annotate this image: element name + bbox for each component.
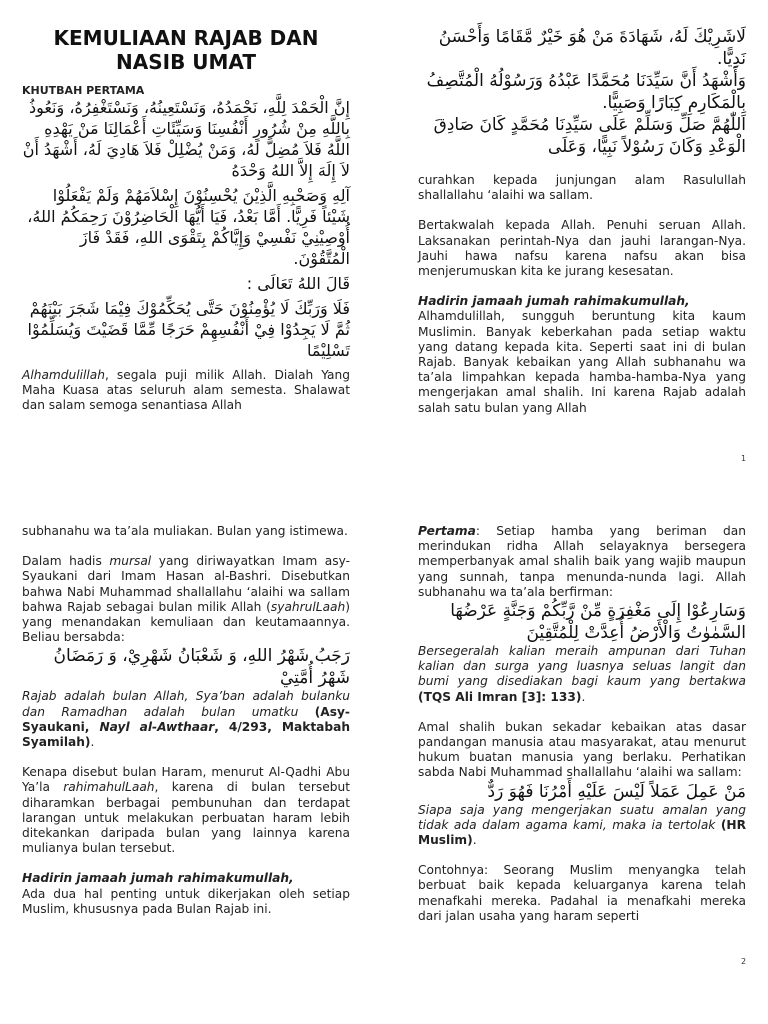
syahrullaah-italic: syahrulLaah — [270, 599, 346, 614]
hadis-mursal-paragraph — [22, 554, 350, 645]
hadis-text-a: Dalam hadis — [22, 554, 110, 569]
hr-muslim-reference-end: . — [472, 833, 477, 848]
arabic-shalawat: اَللّٰهُمَّ صَلِّ وَسَلِّمْ عَلَى سَيِّدِنَا مُحَمَّدٍ كَانَ صَادِقَ الْوَعْدِ وَكَانَ رَسُوْلاً نَبِيًّا، وَعَلَى — [433, 115, 746, 157]
bulan-haram-paragraph — [22, 765, 350, 856]
opening-paragraph-text: , segala puji milik Allah. Dialah Yang Maha Kuasa atas seluruh alam semesta. Shalawat dan salam semoga senantiasa Allah — [22, 368, 350, 413]
arabic-hadith-radd: مَنْ عَمِلَ عَمَلاً لَيْسَ عَلَيْهِ أَمْرُنَا فَهُوَ رَدٌّ — [487, 781, 746, 802]
arabic-opening-prayer: إِنَّ الْحَمْدَ لِلَّهِ، نَحْمَدُهُ، وَنَسْتَعِينُهُ، وَنَسْتَغْفِرُهُ، وَنَعُوذُ بِاللَّهِ مِنْ شُرُورِ أَنْفُسِنَا وَسَيِّئَاتِ أَعْمَالِنَا مَنْ يَهْدِهِ اللَّهُ فَلاَ مُضِلَّ لَهُ، وَمَنْ يُضْلِلْ فَلاَ هَادِيَ لَهُ، أَشْهَدُ أَنْ لاَ إِلَهَ إِلاَّ اللهُ وَحْدَهُ — [22, 98, 350, 180]
haram-text-b: , karena di bulan tersebut diharamkan berbagai pembunuhan dan terdapat larangan untuk melakukan perbuatan haram lebih ditekankan daripada bulan yang lainnya karena mulianya bulan tersebut. — [22, 780, 350, 856]
arabic-opening-prayer-continued: آلِهِ وَصَحْبِهِ الَّذِيْنَ يُحْسِنُوْنَ إِسْلاَمَهُمْ وَلَمْ يَفْعَلُوْا شَيْئاً فَرِيًّا. أَمَّا بَعْدُ، فَيَا أَيُّهَا الْحَاضِرُوْنَ رَحِمَكُمُ اللهُ، أُوْصِيْنِيْ نَفْسِيْ وَإِيَّاكُمْ بِتَقْوَى اللهِ، فَقَدْ فَازَ الْمُتَّقُوْنَ. — [27, 186, 350, 268]
ali-imran-reference-end: . — [581, 689, 586, 704]
opening-paragraph — [22, 368, 350, 414]
hadis-text-b: yang diriwayatkan Imam asy-Syaukani dari Imam Hasan al-Bashri. Disebutkan bahwa Nabi Muhammad shallallahu ‘alaihi wa sallam bahwa Rajab sebagai bulan milik Allah ( — [22, 554, 350, 614]
hadirin-heading-2: Hadirin jamaah jumah rahimakumullah, — [22, 871, 294, 886]
khutbah-subheading: KHUTBAH PERTAMA — [22, 84, 145, 97]
amal-shalih-paragraph: Amal shalih bukan sekadar kebaikan atas dasar pandangan manusia atau masyarakat, atau menurut hukum buatan manusia yang berlaku. Perhatikan sabda Nabi Muhammad shallallahu ‘alaihi wa sallam: — [418, 719, 746, 780]
arabic-shahada-muhammad: وَأَشْهَدُ أَنَّ سَيِّدَنَا مُحَمَّدًا عَبْدُهُ وَرَسُوْلُهُ الْمُتَّصِفُ بِالْمَكَارِمِ كِبَارًا وَصَبِيًّا. — [426, 71, 746, 113]
pertama-label: Pertama — [418, 524, 476, 538]
page1-right-column — [418, 26, 746, 416]
reference-b: , 4/293, Maktabah Syamilah) — [22, 719, 350, 750]
muliakan-paragraph: subhanahu wa ta’ala muliakan. Bulan yang istimewa. — [22, 524, 348, 538]
arabic-ali-imran-verse: وَسَارِعُوْا إِلَى مَغْفِرَةٍ مِّنْ رَّبِّكُمْ وَجَنَّةٍ عَرْضُهَا السَّمٰوٰتُ وَالْأَرْضُ أُعِدَّتْ لِلْمُتَّقِيْنَ — [450, 601, 746, 644]
pertama-text: : Setiap hamba yang beriman dan merindukan ridha Allah selayaknya bersegera memperbanyak amal shalih baik yang wajib maupun yang sunnah, tanpa menunda-nunda lagi. Allah subhanahu wa ta’ala berfirman: — [418, 524, 746, 599]
page1-left-column — [22, 26, 350, 414]
hadith-translation — [22, 689, 350, 750]
rahimahullaah-italic: rahimahulLaah — [63, 780, 155, 795]
reference-a: (Asy-Syaukani, — [22, 704, 350, 734]
ali-imran-reference: (TQS Ali Imran [3]: 133) — [418, 689, 582, 704]
hadith-translation-text: Rajab adalah bulan Allah, Sya’ban adalah bulanku dan Ramadhan adalah bulan umatku — [22, 689, 350, 719]
haram-text-a: Kenapa disebut bulan Haram, menurut Al-Qadhi Abu Ya’la — [22, 765, 350, 795]
ali-imran-translation-text: Bersegeralah kalian meraih ampunan dari Tuhan kalian dan surga yang luasnya seluas langit dan bumi yang disediakan bagi kaum yang bertakwa — [418, 644, 746, 689]
arabic-shahada-line: لَاشَرِيْكَ لَهُ، شَهَادَةَ مَنْ هُوَ خَيْرٌ مَّقَامًا وَأَحْسَنُ نَدِيًّا. — [438, 27, 746, 69]
page-number-2: 2 — [741, 957, 747, 966]
arabic-qala-allah: قَالَ اللهُ تَعَالَى : — [246, 274, 350, 293]
alhamdulillah-italic: Alhamdulillah — [22, 368, 105, 382]
pertama-paragraph — [418, 524, 746, 600]
contohnya-paragraph: Contohnya: Seorang Muslim menyangka telah berbuat baik kepada keluarganya karena telah menafkahi mereka. Padahal ia menafkahi mereka dari jalan usaha yang haram seperti — [418, 863, 746, 923]
ali-imran-translation — [418, 644, 746, 705]
reference-end: . — [90, 735, 95, 750]
radd-translation-text: Siapa saja yang mengerjakan suatu amalan yang tidak ada dalam agama kami, maka ia tertolak — [418, 802, 746, 832]
hadis-text-c: ) yang menandakan kemuliaan dan keutamaannya. Beliau bersabda: — [22, 599, 350, 645]
page-number-1: 1 — [741, 454, 747, 463]
mursal-italic: mursal — [109, 554, 152, 569]
radd-translation — [418, 803, 746, 849]
shalawat-paragraph: curahkan kepada junjungan alam Rasulullah shallallahu ‘alaihi wa sallam. — [418, 173, 746, 203]
hadirin-heading-1: Hadirin jamaah jumah rahimakumullah, — [418, 294, 690, 309]
page2-left-column — [22, 524, 350, 917]
reference-book-title: Nayl al-Awthaar — [99, 719, 215, 734]
dua-hal-paragraph: Ada dua hal penting untuk dikerjakan oleh setiap Muslim, khususnya pada Bulan Rajab ini. — [22, 886, 350, 916]
takwa-paragraph: Bertakwalah kepada Allah. Penuhi seruan Allah. Laksanakan perintah-Nya dan jauhi larangan-Nya. Jauhi hawa nafsu karena nafsu akan bisa menjerumuskan kita ke jurang kesesatan. — [418, 218, 746, 279]
hr-muslim-reference: (HR Muslim) — [418, 817, 746, 848]
arabic-hadith-rajab: رَجَبُ شَهْرُ اللهِ، وَ شَعْبَانُ شَهْرِيْ، وَ رَمَضَانُ شَهْرُ أُمَّتِيْ — [53, 646, 350, 689]
rajab-blessing-paragraph: Alhamdulillah, sungguh beruntung kita kaum Muslimin. Banyak keberkahan pada setiap waktu yang datang kepada kita. Seperti saat ini di bulan Rajab. Banyak kebaikan yang Allah subhanahu wa ta’ala limpahkan kepada hamba-hamba-Nya yang mengerjakan amal shalih. Ini karena Rajab adalah salah satu bulan yang Allah — [418, 309, 746, 415]
arabic-quran-verse: فَلَا وَرَبِّكَ لَا يُؤْمِنُوْنَ حَتَّى يُحَكِّمُوْكَ فِيْمَا شَجَرَ بَيْنَهُمْ ثُمَّ لَا يَجِدُوْا فِيْ أَنْفُسِهِمْ حَرَجًا مِّمَّا قَضَيْتَ وَيُسَلِّمُوْا تَسْلِيْمًا — [27, 299, 350, 360]
page2-right-column — [418, 524, 746, 924]
document-title: KEMULIAAN RAJAB DAN NASIB UMAT — [53, 26, 319, 74]
